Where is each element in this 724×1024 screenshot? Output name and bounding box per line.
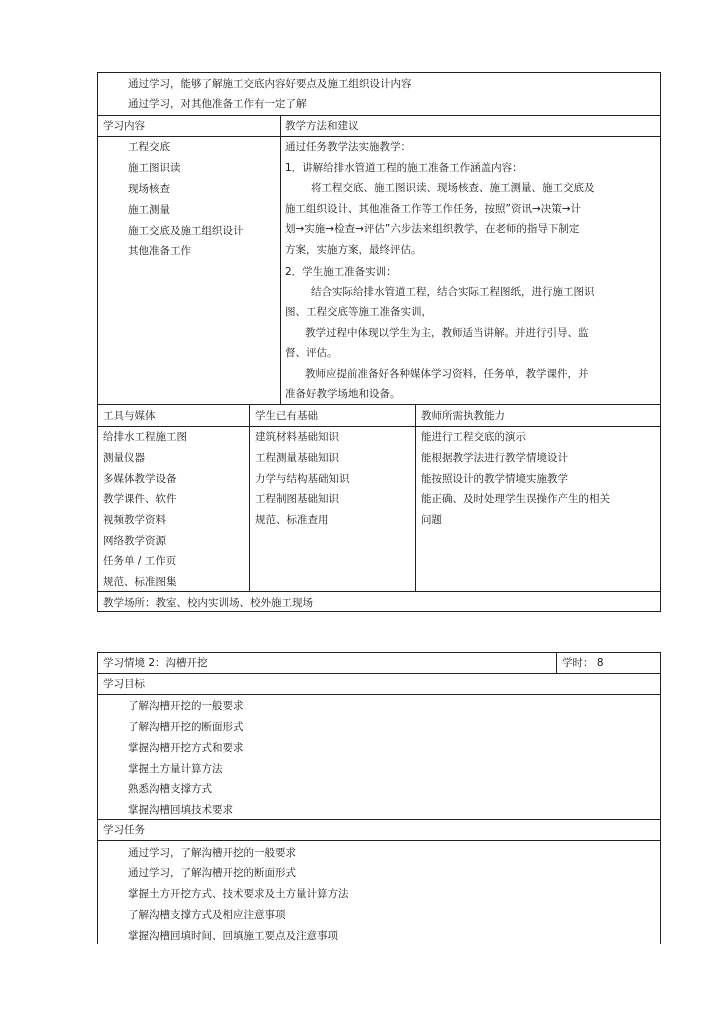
ability-item: 能根据教学法进行教学情境设计 (421, 452, 568, 464)
goal-item: 掌握沟槽回填技术要求 (128, 804, 233, 816)
header-teacher-ability: 教师所需执教能力 (421, 410, 505, 422)
base-item: 工程测量基础知识 (255, 452, 339, 464)
base-item: 力学与结构基础知识 (255, 473, 350, 485)
table-border (97, 72, 98, 612)
table-border (97, 840, 661, 841)
goal-item: 掌握沟槽开挖方式和要求 (128, 742, 244, 754)
tool-item: 测量仪器 (103, 452, 145, 464)
ability-item: 问题 (421, 514, 442, 526)
intro-line: 通过学习，能够了解施工交底内容好要点及施工组织设计内容 (128, 78, 412, 90)
intro-line: 通过学习，对其他准备工作有一定了解 (128, 98, 307, 110)
task-item: 掌握沟槽回填时间、回填施工要点及注意事项 (128, 930, 338, 942)
table-border (97, 72, 661, 73)
tool-item: 多媒体教学设备 (103, 473, 177, 485)
table-border (660, 652, 661, 944)
table-border (97, 694, 661, 695)
task-item: 掌握土方开挖方式、技术要求及土方量计算方法 (128, 888, 349, 900)
method-line: 1．讲解给排水管道工程的施工准备工作涵盖内容： (285, 162, 523, 174)
header-teaching-method: 教学方法和建议 (285, 120, 359, 132)
header-learning-tasks: 学习任务 (103, 824, 145, 836)
header-study-content: 学习内容 (103, 120, 145, 132)
teaching-venue: 教学场所：教室、校内实训场、校外施工现场 (103, 597, 313, 609)
table-border (97, 115, 661, 116)
header-tools-media: 工具与媒体 (103, 410, 156, 422)
table-border (280, 115, 281, 404)
table-border (97, 652, 98, 944)
tool-item: 网络教学资源 (103, 535, 166, 547)
tool-item: 视频教学资料 (103, 514, 166, 526)
method-line: 教学过程中体现以学生为主，教师适当讲解。并进行引导、监 (305, 327, 589, 339)
tool-item: 规范、标准图集 (103, 576, 177, 588)
task-item: 通过学习，了解沟槽开挖的断面形式 (128, 867, 296, 879)
ability-item: 能按照设计的教学情境实施教学 (421, 473, 568, 485)
table-border (249, 404, 250, 591)
table-border (97, 426, 661, 427)
tool-item: 给排水工程施工图 (103, 431, 187, 443)
base-item: 工程制图基础知识 (255, 493, 339, 505)
method-line: 通过任务教学法实施教学： (285, 141, 411, 153)
method-line: 2．学生施工准备实训： (285, 266, 397, 278)
content-item: 施工图识读 (128, 162, 181, 174)
method-line: 准备好教学场地和设备。 (285, 388, 401, 400)
table-border (97, 404, 661, 405)
content-item: 工程交底 (128, 141, 170, 153)
tool-item: 任务单 / 工作页 (103, 555, 177, 567)
table-border (415, 404, 416, 591)
content-item: 施工交底及施工组织设计 (128, 225, 244, 237)
method-line: 划→实施→检查→评估”六步法来组织教学，在老师的指导下制定 (285, 223, 580, 235)
task-item: 了解沟槽支撑方式及相应注意事项 (128, 909, 286, 921)
method-line: 施工组织设计、其他准备工作等工作任务，按照”资讯→决策→计 (285, 203, 582, 215)
method-line: 将工程交底、施工图识读、现场核查、施工测量、施工交底及 (311, 182, 595, 194)
goal-item: 了解沟槽开挖的一般要求 (128, 700, 244, 712)
method-line: 结合实际给排水管道工程，结合实际工程图纸，进行施工图识 (311, 286, 595, 298)
goal-item: 了解沟槽开挖的断面形式 (128, 721, 244, 733)
method-line: 方案，实施方案，最终评估。 (285, 244, 422, 256)
content-item: 施工测量 (128, 204, 170, 216)
ability-item: 能进行工程交底的演示 (421, 431, 526, 443)
table-border (556, 652, 557, 673)
class-hours: 学时： 8 (562, 657, 604, 669)
base-item: 建筑材料基础知识 (255, 431, 339, 443)
learning-situation: 学习情境 2：沟槽开挖 (103, 657, 208, 669)
table-border (97, 611, 661, 612)
table-border (97, 136, 661, 137)
table-border (97, 652, 661, 653)
table-border (97, 591, 661, 592)
method-line: 教师应提前准备好各种媒体学习资料，任务单，教学课件，并 (305, 368, 589, 380)
method-line: 图、工程交底等施工准备实训， (285, 306, 432, 318)
tool-item: 教学课件、软件 (103, 493, 177, 505)
ability-item: 能正确、及时处理学生误操作产生的相关 (421, 493, 610, 505)
content-item: 现场核查 (128, 183, 170, 195)
base-item: 规范、标准查用 (255, 514, 329, 526)
goal-item: 熟悉沟槽支撑方式 (128, 783, 212, 795)
table-border (660, 72, 661, 612)
method-line: 督、评估。 (285, 347, 338, 359)
content-item: 其他准备工作 (128, 245, 191, 257)
table-border (97, 819, 661, 820)
table-border (97, 673, 661, 674)
header-student-base: 学生已有基础 (255, 410, 318, 422)
task-item: 通过学习，了解沟槽开挖的一般要求 (128, 847, 296, 859)
header-learning-goals: 学习目标 (103, 678, 145, 690)
goal-item: 掌握土方量计算方法 (128, 763, 223, 775)
